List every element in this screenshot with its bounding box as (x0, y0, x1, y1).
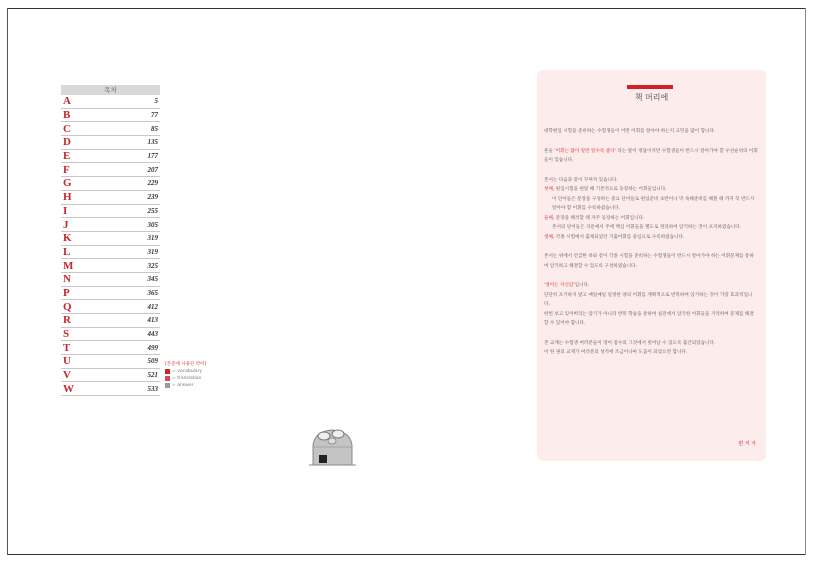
toc-row[interactable] (61, 95, 160, 109)
preface-paragraph (544, 185, 758, 195)
toc-page-number: 77 (151, 111, 158, 120)
toc-row[interactable] (61, 341, 160, 355)
highlight-text: 둘째, (544, 215, 556, 221)
preface-paragraph: 본 교재는 수험생 여러분들이 영어 점수의 그것에서 벗어날 수 있도록 출간되었습니다. (544, 340, 716, 346)
toc-letter: Q (63, 300, 72, 313)
toc-row[interactable] (61, 328, 160, 342)
toc-row[interactable] (61, 232, 160, 246)
toc-row[interactable] (61, 122, 160, 136)
toc-letter: V (63, 369, 71, 382)
toc-letter: B (63, 109, 71, 122)
legend-label: = translation (172, 376, 202, 381)
body-text: 입니다. (574, 283, 590, 288)
body-text: 문장을 해석할 때 자주 등장하는 어휘입니다. (555, 215, 645, 221)
paragraph-gap (544, 271, 758, 281)
toc-row[interactable] (61, 163, 160, 177)
toc-letter: K (63, 232, 72, 245)
toc-row[interactable] (61, 246, 160, 260)
body-text: 편입시험을 현달 때 기본적으로 등장하는 어휘들입니다. (555, 187, 667, 192)
toc-letter: M (63, 259, 74, 272)
toc-row[interactable] (61, 273, 160, 287)
toc-page-number: 319 (147, 234, 158, 243)
toc-letter: H (63, 191, 72, 204)
toc-letter: I (63, 204, 68, 217)
toc-letter: D (63, 136, 71, 149)
toc-row[interactable] (61, 150, 160, 164)
toc-page-number: 5 (154, 97, 158, 106)
legend-title: [본문에 사용된 약어] (165, 362, 207, 367)
legend-items (165, 368, 206, 389)
toc-page-number: 443 (147, 330, 158, 339)
toc-letter: T (63, 341, 71, 354)
preface-paragraph (544, 214, 758, 224)
highlight-text: 첫째, (544, 187, 556, 192)
preface-paragraph: 본서는 위에서 언급한 바와 같이 각종 시험을 준비하는 수험생들이 반드시 알아가야 하는 어휘문제를 통하여 암기하고 해결할 수 있도록 구성하였습니다. (544, 254, 754, 269)
toc-page-number: 345 (147, 275, 158, 284)
preface-body (544, 127, 758, 358)
toc-row[interactable] (61, 259, 160, 273)
legend-swatch-icon (165, 376, 170, 381)
legend-item (165, 375, 206, 382)
toc-page-number: 365 (147, 288, 158, 297)
toc-row[interactable] (61, 287, 160, 301)
toc-row[interactable] (61, 177, 160, 191)
toc-header: 목차 (61, 85, 160, 95)
toc-page-number: 177 (147, 152, 158, 161)
legend-label: = vocabulary (172, 369, 203, 374)
legend-item (165, 368, 206, 375)
toc-row[interactable] (61, 218, 160, 232)
preface-title: 책 머리에 (634, 93, 669, 102)
toc-page-number: 255 (147, 206, 158, 215)
house-icon (305, 425, 360, 469)
toc-letter: W (63, 382, 74, 395)
toc-page-number: 229 (147, 179, 158, 188)
toc-row[interactable] (61, 136, 160, 150)
toc-row[interactable] (61, 191, 160, 205)
toc-letter: R (63, 314, 71, 327)
body-text: 흔들 (544, 148, 555, 154)
toc-row[interactable] (61, 205, 160, 219)
paragraph-gap (544, 137, 758, 147)
toc-letter: J (63, 218, 69, 231)
toc-row[interactable] (61, 382, 160, 396)
toc-letter: P (63, 286, 70, 299)
paragraph-gap (544, 242, 758, 252)
legend-swatch-icon (165, 383, 170, 388)
table-of-contents (61, 85, 160, 396)
toc-letter: U (63, 355, 71, 368)
preface-paragraph (544, 281, 758, 291)
body-text: 라는 말이 정답이지만 수험생들이 반드시 알아가야 할 우선순위의 어휘들이 있습니다. (544, 148, 758, 163)
preface-paragraph: 이 단어들은 문장을 구성하는 중요 단어들로 편입준비 초반이나 막 독해준비를 해볼 때 까지 꼭 반드시 알아야 할 어휘를 수록하였습니다. (552, 196, 755, 211)
toc-letter: E (63, 150, 71, 163)
toc-page-number: 135 (147, 138, 158, 147)
toc-letter: G (63, 177, 72, 190)
preface-signature: 편 저 자 (738, 441, 756, 447)
preface-paragraph (544, 233, 758, 243)
toc-page-number: 305 (147, 220, 158, 229)
toc-letter: L (63, 245, 71, 258)
preface-paragraph: 이 한 권의 교재가 여러분의 성적에 조금이나마 도움이 되었으면 합니다. (544, 350, 688, 355)
title-accent-bar (627, 85, 673, 89)
highlight-text: 셋째, (544, 234, 556, 240)
toc-letter: N (63, 273, 71, 286)
toc-letter: S (63, 328, 70, 341)
toc-page-number: 85 (151, 124, 158, 133)
preface-panel (537, 70, 766, 461)
toc-page-number: 325 (147, 261, 158, 270)
toc-page-number: 509 (147, 357, 158, 366)
preface-paragraph: 단단히 포기하지 말고 매일매일 일정한 양의 어휘를 계획적으로 반복하여 암기하는 것이 가장 효과적입니다. (544, 292, 753, 307)
toc-page-number: 521 (147, 371, 158, 380)
toc-page-number: 499 (147, 343, 158, 352)
abbreviation-legend (165, 361, 206, 389)
preface-paragraph: 대학편입 시험을 준비하는 수험생들이 어떤 어휘를 알아야 하는지 고민을 많이 합니다. (544, 129, 716, 134)
toc-row[interactable] (61, 355, 160, 369)
toc-row[interactable] (61, 300, 160, 314)
preface-paragraph (544, 147, 758, 166)
toc-page-number: 533 (147, 384, 158, 393)
preface-paragraph: 한번 보고 잊어버리는 암기가 아니라 반복 학습을 통하여 실전에서 암기한 어휘들을 기억하여 문제를 해결할 수 있어야 합니다. (544, 311, 754, 326)
toc-page-number: 413 (147, 316, 158, 325)
paragraph-gap (544, 329, 758, 339)
preface-paragraph: 본서는 다음과 같이 꾸며져 있습니다. (544, 177, 618, 183)
legend-item (165, 382, 206, 389)
legend-swatch-icon (165, 369, 170, 374)
toc-letter: F (63, 163, 70, 176)
toc-rows (61, 95, 160, 396)
toc-page-number: 239 (147, 193, 158, 202)
toc-row[interactable] (61, 109, 160, 123)
toc-letter: A (63, 95, 71, 108)
preface-paragraph: 본서의 단어들은 지문에서 주에 핵심 어휘들을 별도로 정리하여 암기하는 것이 포지하였습니다. (552, 225, 742, 230)
toc-letter: C (63, 122, 71, 135)
paragraph-gap (544, 166, 758, 176)
highlight-text: '어휘는 많이 알면 알수록 좋다' (554, 148, 616, 154)
toc-page-number: 319 (147, 247, 158, 256)
toc-row[interactable] (61, 314, 160, 328)
toc-row[interactable] (61, 369, 160, 383)
toc-page-number: 412 (147, 302, 158, 311)
toc-page-number: 207 (147, 165, 158, 174)
body-text: 각종 시험에서 출제되었던 기출어휘를 중심으로 수록하였습니다. (555, 234, 685, 240)
highlight-text: '영어는 자신감' (544, 283, 575, 288)
legend-label: = answer (172, 383, 194, 388)
